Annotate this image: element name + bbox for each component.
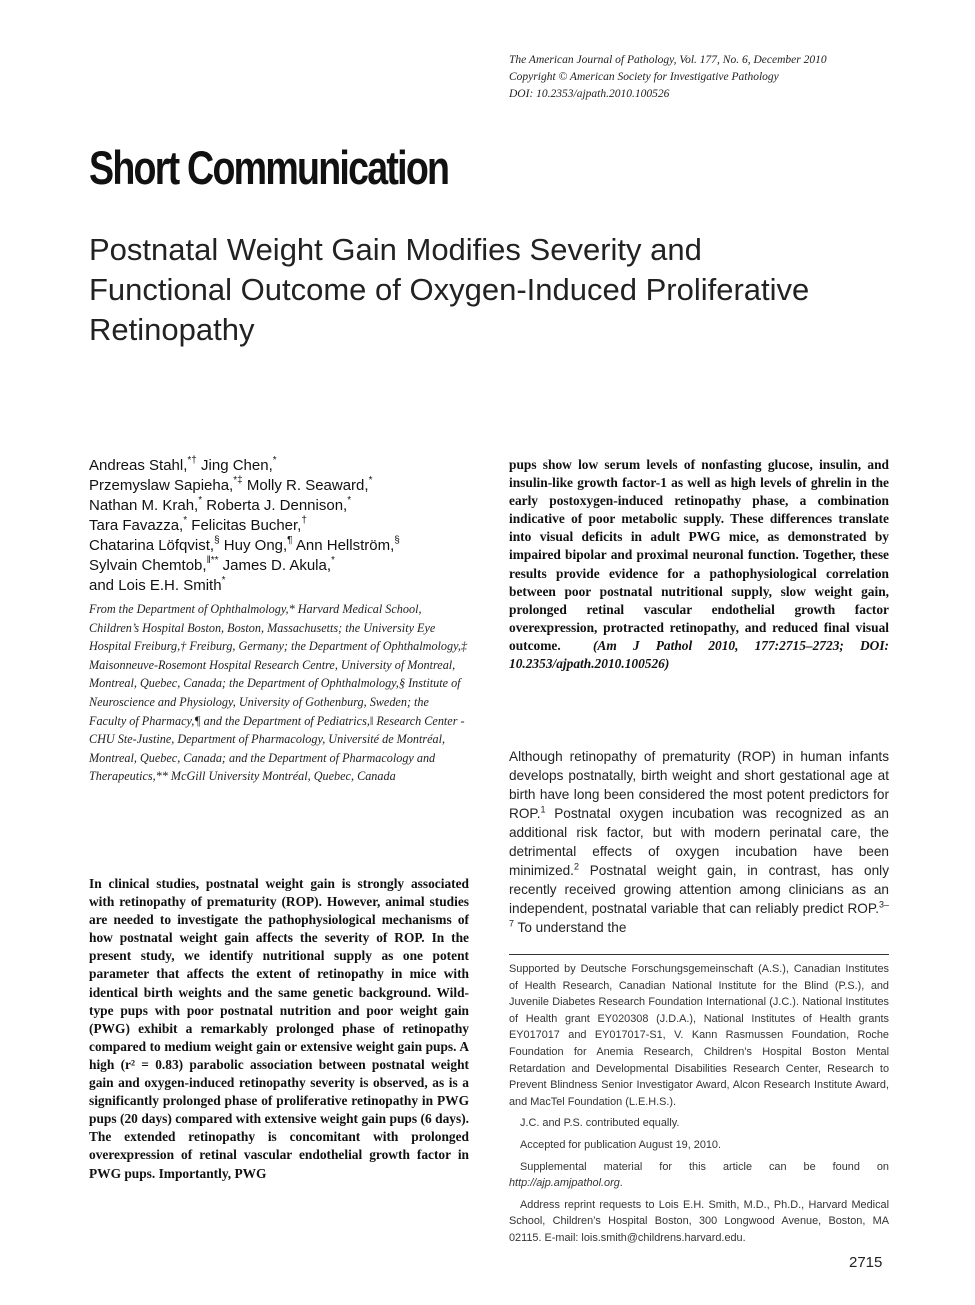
title-line: Functional Outcome of Oxygen-Induced Proliferative [89, 272, 810, 307]
author: and Lois E.H. Smith [89, 577, 222, 594]
abstract-text: pups show low serum levels of nonfasting glucose, insulin, and insulin-like growth factor-1 as well as high levels of ghrelin in the early postoxygen-induced retinopathy phase, a combination indicative of poor metabolic supply. These differences translate into visual deficits in adult PWG mice, as demonstrated by impaired bipolar and proximal neuronal function. Together, these results provide evidence for a pathophysiological correlation between poor postnatal nutritional supply, slow weight gain, prolonged retinal vascular endothelial growth factor overexpression, protracted retinopathy, and reduced final visual outcome. [509, 457, 889, 653]
equal-contribution-note: J.C. and P.S. contributed equally. [520, 1117, 680, 1130]
abstract-part-2 [509, 456, 889, 673]
page-number: 2715 [849, 1254, 883, 1271]
journal-header [509, 52, 909, 103]
author: Nathan M. Krah, [89, 497, 199, 514]
author-affil-mark: ‖** [206, 555, 219, 566]
supplemental-link[interactable]: http://ajp.amjpathol.org [509, 1177, 620, 1190]
author: Ann Hellström, [292, 537, 395, 554]
supplemental-end: . [619, 1177, 623, 1190]
body-text: Although retinopathy of prematurity (ROP) in human infants develops postnatally, birth weight and short gestational age at birth have long been considered the most potent predictors for ROP. [509, 749, 889, 821]
title-line: Retinopathy [89, 312, 255, 347]
author: Przemyslaw Sapieha, [89, 477, 234, 494]
title-line: Postnatal Weight Gain Modifies Severity and [89, 232, 702, 267]
footnote-divider [509, 954, 889, 955]
author-list [89, 456, 479, 596]
accepted-note: Accepted for publication August 19, 2010. [520, 1138, 722, 1151]
reprint-address-note: Address reprint requests to Lois E.H. Smith, M.D., Ph.D., Harvard Medical School, Children’s Hospital Boston, 300 Longwood Avenue, Boston, MA 02115. E-mail: lois.smith@childrens.harvard.edu. [509, 1198, 889, 1244]
reference-link[interactable]: 2 [573, 861, 579, 872]
abstract-citation: (Am J Pathol 2010, 177:2715–2723; DOI: 10.2353/ajpath.2010.100526) [509, 637, 889, 672]
author: Roberta J. Dennison, [202, 497, 348, 514]
affiliations: From the Department of Ophthalmology,* Harvard Medical School, Children’s Hospital Boston, Boston, Massachusetts; the University Eye Hospital Freiburg,† Freiburg, Germany; the Department of Ophthalmology,‡ Maisonneuve-Rosemont Hospital Research Centre, University of Montreal, Montreal, Quebec, Canada; the Department of Ophthalmology,§ Institute of Neuroscience and Physiology, University of Gothenburg, Sweden; the Faculty of Pharmacy,¶ and the Department of Pediatrics,‖ Research Center - CHU Ste-Justine, Department of Pharmacology, Université de Montréal, Montreal, Quebec, Canada; and the Department of Pharmacology and Therapeutics,** McGill University Montréal, Quebec, Canada [89, 602, 467, 784]
body-text: To understand the [514, 920, 627, 935]
author-affil-mark: ¶ [287, 535, 293, 546]
journal-citation: The American Journal of Pathology, Vol. 177, No. 6, December 2010 [509, 54, 827, 66]
journal-copyright: Copyright © American Society for Investigative Pathology [509, 71, 779, 83]
author-affil-mark: *‡ [233, 475, 243, 486]
author-affil-mark: * [221, 575, 226, 586]
author-affil-mark: * [183, 515, 188, 526]
reference-link[interactable]: 3–7 [509, 899, 889, 929]
footnotes [509, 961, 889, 1247]
body-text: Postnatal oxygen incubation was recognized as an additional risk factor, but with modern perinatal care, the detrimental effects of oxygen incubation have been minimized. [509, 806, 889, 878]
supplemental-text: Supplemental material for this article can be found on [520, 1160, 889, 1173]
author: Felicitas Bucher, [187, 517, 302, 534]
author: Huy Ong, [219, 537, 288, 554]
author: Molly R. Seaward, [242, 477, 369, 494]
author-affil-mark: † [301, 515, 307, 526]
article-title [89, 230, 909, 350]
author-affil-mark: * [198, 495, 203, 506]
journal-doi: DOI: 10.2353/ajpath.2010.100526 [509, 88, 670, 100]
author-affil-mark: § [214, 535, 220, 546]
author-affil-mark: *† [187, 455, 197, 466]
supplemental-note [509, 1159, 889, 1192]
author-affil-mark: * [331, 555, 335, 566]
author-affil-mark: § [394, 535, 400, 546]
author: Chatarina Löfqvist, [89, 537, 215, 554]
author-affil-mark: * [347, 495, 352, 506]
section-label: Short Communication [89, 141, 449, 194]
body-text: Postnatal weight gain, in contrast, has only recently received growing attention among clinicians as an independent, postnatal variable that can reliably predict ROP. [509, 863, 889, 916]
body-paragraph [509, 747, 889, 937]
reference-link[interactable]: 1 [540, 804, 546, 815]
author-affil-mark: * [272, 455, 277, 466]
funding-note: Supported by Deutsche Forschungsgemeinschaft (A.S.), Canadian Institutes of Health Research, Canadian National Institute for the Blind (P.S.), and Juvenile Diabetes Research Foundation International (J.C.). National Institutes of Health grant EY020308 (J.D.A.), National Institutes of Health grants EY017017 and EY017017-S1, V. Kann Rasmussen Foundation, Roche Foundation for Anemia Research, Children’s Hospital Boston Mental Retardation and Developmental Disabilities Research Center, Research to Prevent Blindness Senior Investigator Award, Alcon Research Institute Award, and MacTel Foundation (L.E.H.S.). [509, 963, 889, 1108]
author: James D. Akula, [218, 557, 332, 574]
abstract-part-1: In clinical studies, postnatal weight gain is strongly associated with retinopathy of prematurity (ROP). However, animal studies are needed to investigate the pathophysiological mechanisms of how postnatal weight gain affects the severity of ROP. In the present study, we identify nutritional supply as one potent parameter that affects the extent of retinopathy in mice with identical birth weights and the same genetic background. Wild-type pups with poor postnatal nutrition and poor weight gain (PWG) exhibit a remarkably prolonged phase of retinopathy compared to medium weight gain or extensive weight gain pups. A high (r² = 0.83) parabolic association between postnatal weight gain and oxygen-induced retinopathy severity is observed, as is a significantly prolonged phase of proliferative retinopathy in PWG pups (20 days) compared with extensive weight gain pups (6 days). The extended retinopathy is concomitant with prolonged overexpression of retinal vascular endothelial growth factor in PWG pups. Importantly, PWG [89, 876, 469, 1181]
author: Sylvain Chemtob, [89, 557, 207, 574]
author: Andreas Stahl, [89, 457, 188, 474]
author: Jing Chen, [196, 457, 273, 474]
author-affil-mark: * [368, 475, 373, 486]
author: Tara Favazza, [89, 517, 184, 534]
